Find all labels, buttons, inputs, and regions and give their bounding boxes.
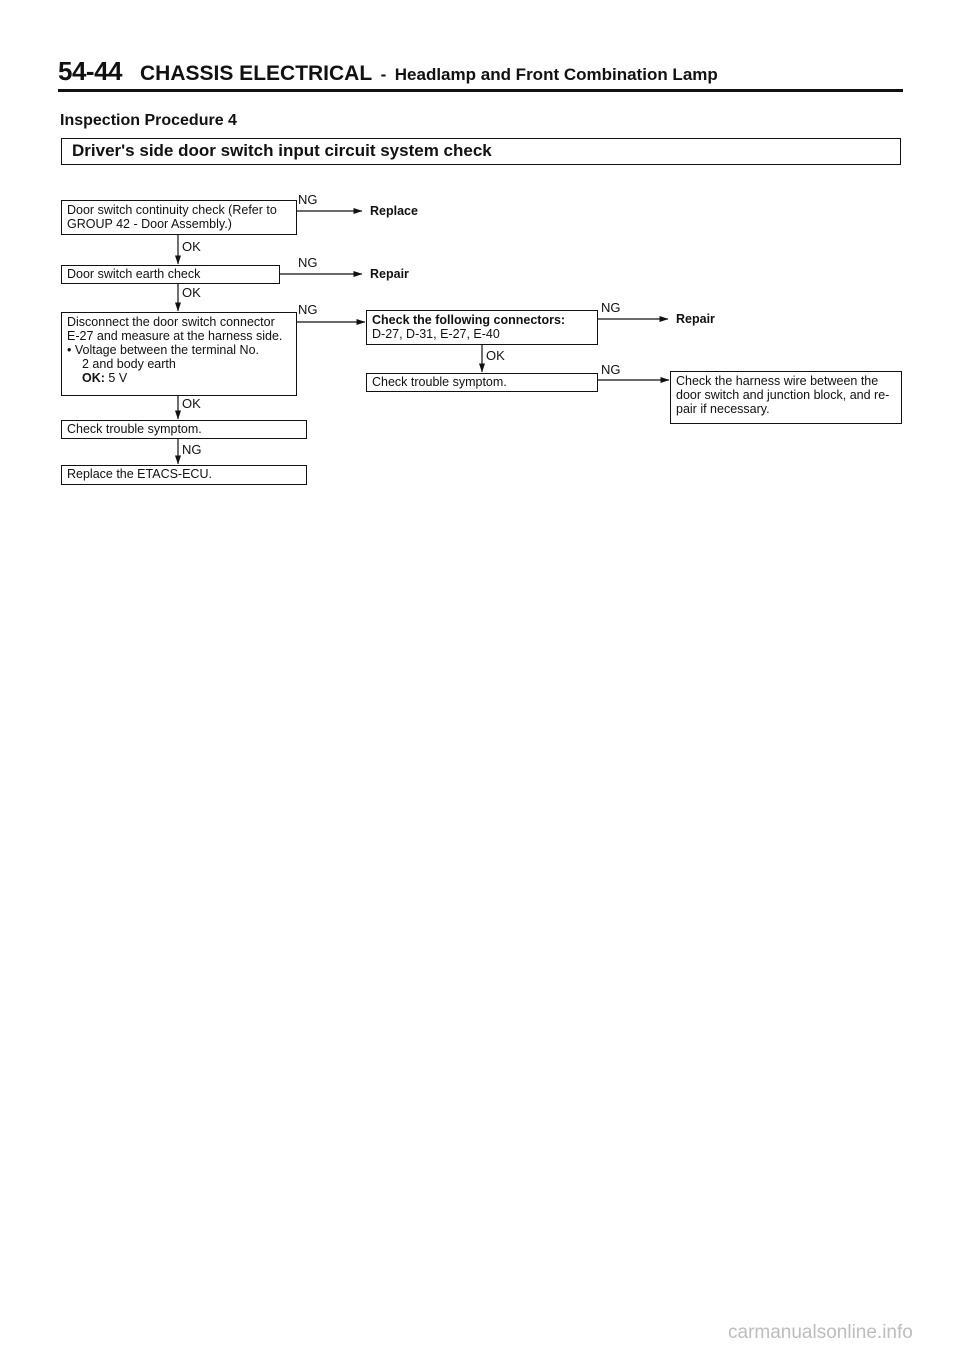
label-ng-trouble2: NG [601, 362, 621, 377]
step5-text: Replace the ETACS-ECU. [67, 467, 212, 481]
step2-text: Door switch earth check [67, 267, 201, 281]
label-ok-connectors: OK [486, 348, 505, 363]
section-title: CHASSIS ELECTRICAL [140, 62, 373, 85]
step-door-switch-continuity [61, 200, 297, 235]
step-voltage-measure [61, 312, 297, 396]
harness-line1: Check the harness wire between the [676, 374, 879, 388]
result-repair-connectors: Repair [676, 312, 715, 326]
result-replace: Replace [370, 204, 418, 218]
label-ng-step3: NG [298, 302, 318, 317]
step3-ok-line [67, 371, 291, 385]
procedure-title: Inspection Procedure 4 [60, 112, 237, 129]
step3-ok-value: 5 V [108, 371, 128, 385]
step1-line2: GROUP 42 - Door Assembly.) [67, 217, 232, 231]
step-check-trouble-symptom-2 [366, 373, 598, 392]
page-number: 54-44 [58, 56, 122, 86]
connectors-line1: Check the following connectors: [372, 313, 566, 327]
step3-line1: Disconnect the door switch connector [67, 315, 275, 329]
step-door-switch-earth [61, 265, 280, 284]
label-ng-connectors: NG [601, 300, 621, 315]
label-ng-step2: NG [298, 255, 318, 270]
step-check-trouble-symptom [61, 420, 307, 439]
step-replace-etacs-ecu [61, 465, 307, 485]
step4-text: Check trouble symptom. [67, 422, 202, 436]
harness-line2: door switch and junction block, and re- [676, 388, 890, 402]
trouble2-text: Check trouble symptom. [372, 375, 507, 389]
label-ok-step2: OK [182, 285, 201, 300]
step3-line3: • Voltage between the terminal No. [67, 343, 259, 357]
step3-ok-label: OK: [82, 371, 105, 385]
step1-line1: Door switch continuity check (Refer to [67, 203, 277, 217]
label-ng-step4: NG [182, 442, 202, 457]
subsection-title: Headlamp and Front Combination Lamp [394, 65, 718, 84]
connectors-line2: D-27, D-31, E-27, E-40 [372, 327, 500, 341]
result-repair-step2: Repair [370, 267, 409, 281]
label-ok-step3: OK [182, 396, 201, 411]
step-check-connectors [366, 310, 598, 345]
harness-line3: pair if necessary. [676, 402, 770, 416]
footer-watermark: carmanualsonline.info [728, 1322, 913, 1343]
check-title: Driver's side door switch input circuit system check [72, 141, 492, 160]
label-ok-step1: OK [182, 239, 201, 254]
header-separator: - [380, 65, 387, 84]
step3-line2: E-27 and measure at the harness side. [67, 329, 283, 343]
label-ng-step1: NG [298, 192, 318, 207]
step3-line4: 2 and body earth [82, 357, 176, 371]
step-check-harness-wire [670, 371, 902, 424]
